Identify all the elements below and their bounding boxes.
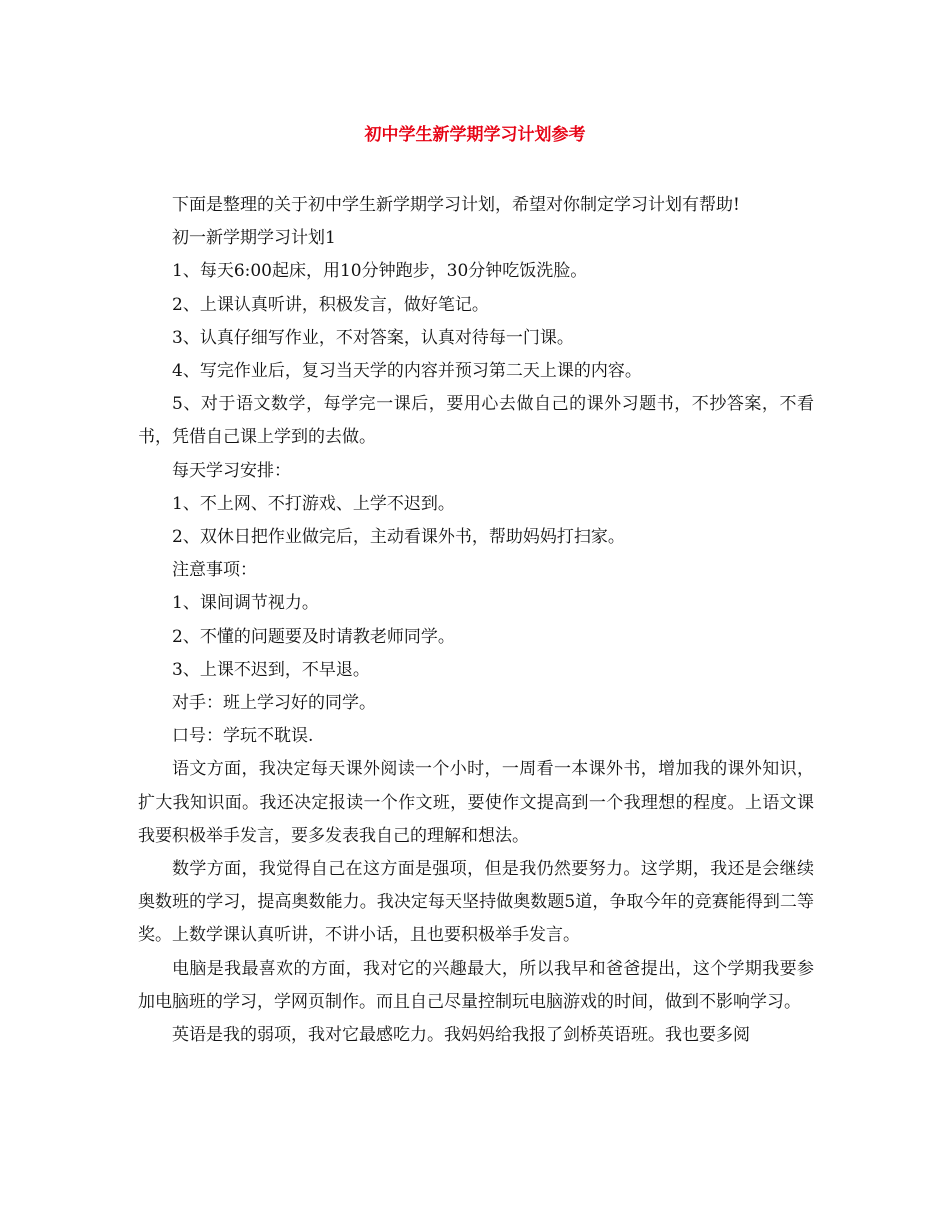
paragraph-daily-1: 1、不上网、不打游戏、上学不迟到。 xyxy=(172,493,455,514)
paragraph-plan-heading: 初一新学期学习计划1 xyxy=(172,228,336,249)
paragraph-chinese: 语文方面，我决定每天课外阅读一个小时，一周看一本课外书，增加我的课外知识，扩大我知识面。我还决定报读一个作文班，要使作文提高到一个我理想的程度。上语文课我要积极举手发言，要多发表我自己的理解和想法。 xyxy=(138,759,814,846)
paragraph-note-2: 2、不懂的问题要及时请教老师同学。 xyxy=(172,626,455,647)
paragraph-slogan: 口号：学玩不耽误. xyxy=(172,726,314,747)
paragraph-item-1: 1、每天6:00起床，用10分钟跑步，30分钟吃饭洗脸。 xyxy=(172,261,588,282)
paragraph-notes-heading: 注意事项： xyxy=(172,560,257,581)
paragraph-intro: 下面是整理的关于初中学生新学期学习计划，希望对你制定学习计划有帮助! xyxy=(172,195,740,215)
paragraph-rival: 对手：班上学习好的同学。 xyxy=(172,693,376,714)
paragraph-item-3: 3、认真仔细写作业，不对答案，认真对待每一门课。 xyxy=(172,327,574,348)
paragraph-computer: 电脑是我最喜欢的方面，我对它的兴趣最大，所以我早和爸爸提出，这个学期我要参加电脑班的学习，学网页制作。而且自己尽量控制玩电脑游戏的时间，做到不影响学习。 xyxy=(138,958,814,1012)
paragraph-item-4: 4、写完作业后，复习当天学的内容并预习第二天上课的内容。 xyxy=(172,361,642,382)
paragraph-item-5: 5、对于语文数学，每学完一课后，要用心去做自己的课外习题书，不抄答案，不看书，凭借自己课上学到的去做。 xyxy=(138,394,814,448)
paragraph-note-3: 3、上课不迟到，不早退。 xyxy=(172,659,370,680)
paragraph-daily-heading: 每天学习安排： xyxy=(172,460,291,481)
paragraph-note-1: 1、课间调节视力。 xyxy=(172,593,319,614)
paragraph-daily-2: 2、双休日把作业做完后，主动看课外书，帮助妈妈打扫家。 xyxy=(172,527,625,548)
document-body xyxy=(138,189,814,1052)
paragraph-math: 数学方面，我觉得自己在这方面是强项，但是我仍然要努力。这学期，我还是会继续奥数班的学习，提高奥数能力。我决定每天坚持做奥数题5道，争取今年的竞赛能得到二等奖。上数学课认真听讲，不讲小话，且也要积极举手发言。 xyxy=(138,859,814,946)
paragraph-english: 英语是我的弱项，我对它最感吃力。我妈妈给我报了剑桥英语班。我也要多阅 xyxy=(172,1025,750,1046)
document-title: 初中学生新学期学习计划参考 xyxy=(364,125,586,145)
paragraph-item-2: 2、上课认真听讲，积极发言，做好笔记。 xyxy=(172,294,489,315)
